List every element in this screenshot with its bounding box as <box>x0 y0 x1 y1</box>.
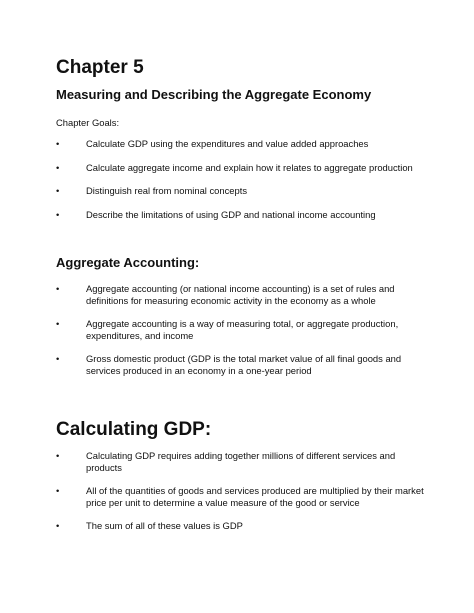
list-item <box>56 162 426 174</box>
chapter-subtitle: Measuring and Describing the Aggregate Economy <box>56 87 372 102</box>
list-item <box>56 185 426 197</box>
chapter-title: Chapter 5 <box>56 57 144 78</box>
bullet-icon: • <box>56 185 60 196</box>
list-item-text: Calculate aggregate income and explain how it relates to aggregate production <box>86 161 413 173</box>
chapter-goals-list <box>56 138 426 232</box>
bullet-icon: • <box>56 353 60 364</box>
bullet-icon: • <box>56 161 60 173</box>
bullet-icon: • <box>56 520 60 531</box>
list-item <box>56 520 426 532</box>
list-item <box>56 138 426 150</box>
calculating-gdp-list <box>56 450 426 544</box>
chapter-goals-label: Chapter Goals: <box>56 117 120 128</box>
bullet-icon: • <box>56 208 60 220</box>
aggregate-accounting-list <box>56 283 426 388</box>
list-item <box>56 209 426 221</box>
list-item <box>56 283 426 306</box>
bullet-icon: • <box>56 138 60 149</box>
list-item <box>56 450 426 473</box>
list-item-text: Describe the limitations of using GDP and national income accounting <box>86 208 376 220</box>
list-item-text: Aggregate accounting is a way of measuring total, or aggregate production, expenditures, and income <box>86 318 399 341</box>
list-item-text: Aggregate accounting (or national income accounting) is a set of rules and definitions for measuring economic activity in the economy as a whole <box>86 283 395 306</box>
bullet-icon: • <box>56 283 60 294</box>
list-item-text: Gross domestic product (GDP is the total market value of all final goods and services produced in an economy in a one-year period <box>86 353 402 376</box>
bullet-icon: • <box>56 450 60 461</box>
list-item-text: Distinguish real from nominal concepts <box>86 185 248 196</box>
list-item <box>56 485 426 508</box>
list-item-text: Calculating GDP requires adding together millions of different services and products <box>86 450 396 473</box>
list-item-text: All of the quantities of goods and services produced are multiplied by their market price per unit to determine a value measure of the good or service <box>86 485 424 508</box>
list-item-text: Calculate GDP using the expenditures and value added approaches <box>86 138 369 149</box>
list-item <box>56 318 426 341</box>
list-item-text: The sum of all of these values is GDP <box>86 520 243 531</box>
calculating-gdp-heading: Calculating GDP: <box>56 419 212 440</box>
list-item <box>56 353 426 376</box>
aggregate-accounting-heading: Aggregate Accounting: <box>56 255 200 270</box>
bullet-icon: • <box>56 485 60 496</box>
bullet-icon: • <box>56 318 60 329</box>
